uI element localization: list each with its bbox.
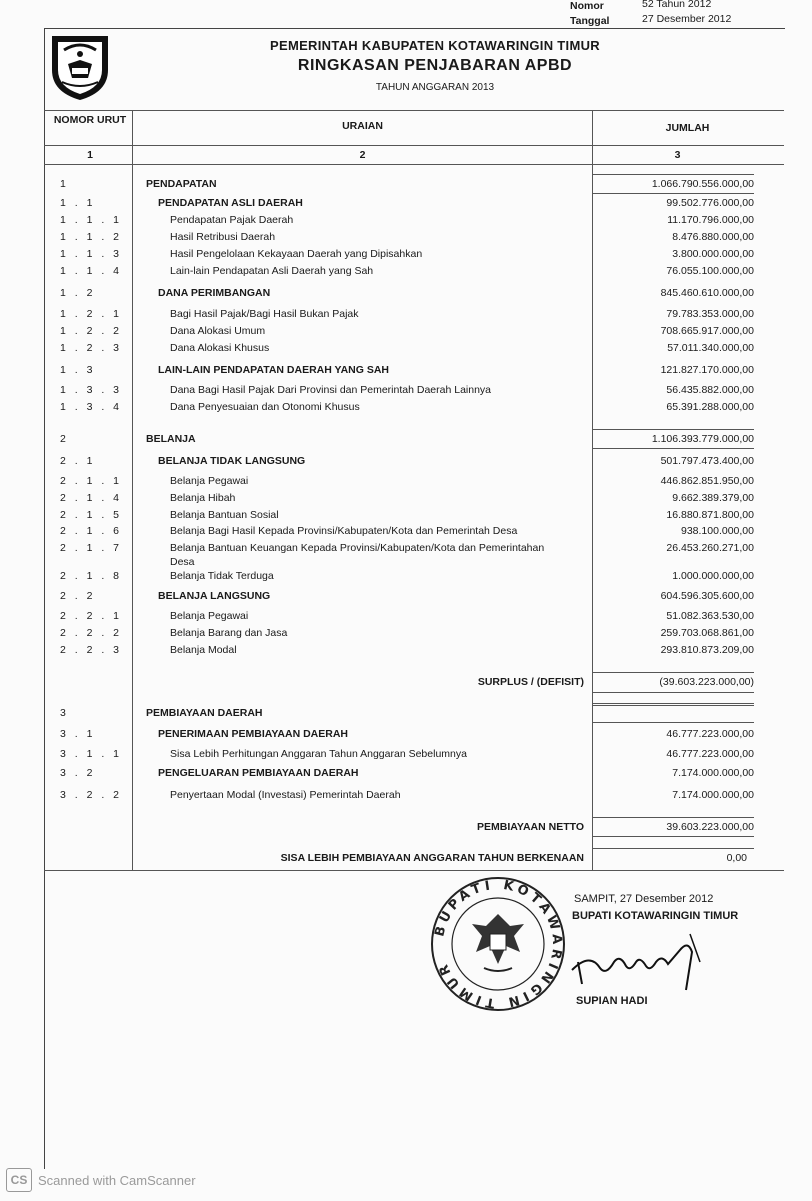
section-total-rule — [592, 448, 754, 449]
row-description: PENGELUARAN PEMBIAYAAN DAERAH — [158, 767, 359, 779]
row-amount: 26.453.260.271,00 — [666, 542, 754, 554]
budget-row — [0, 364, 812, 381]
budget-row — [0, 492, 812, 509]
camscanner-watermark: Scanned with CamScanner — [38, 1173, 196, 1188]
row-description: Hasil Retribusi Daerah — [170, 231, 276, 243]
budget-row — [0, 542, 812, 568]
row-amount: 79.783.353.000,00 — [666, 308, 754, 320]
row-description-continued: Desa — [170, 556, 195, 568]
budget-row — [0, 433, 812, 450]
header-divider — [44, 145, 784, 146]
col-header-uraian: URAIAN — [342, 120, 383, 132]
row-description: BELANJA LANGSUNG — [158, 590, 271, 602]
row-number: 2 . 1 . 4 — [60, 492, 123, 504]
row-description: Pendapatan Pajak Daerah — [170, 214, 294, 226]
row-number: 2 — [60, 433, 69, 445]
budget-row — [0, 509, 812, 526]
row-number: 1 . 1 . 2 — [60, 231, 123, 243]
row-amount: 7.174.000.000,00 — [672, 789, 754, 801]
row-amount: 501.797.473.400,00 — [660, 455, 754, 467]
budget-row — [0, 475, 812, 492]
row-amount: 46.777.223.000,00 — [666, 748, 754, 760]
svg-text:BUPATI KOTAWARINGIN TIMUR: BUPATI KOTAWARINGIN TIMUR — [432, 877, 565, 1011]
col-number-2: 2 — [359, 149, 366, 161]
row-description: Dana Bagi Hasil Pajak Dari Provinsi dan Pemerintah Daerah Lainnya — [170, 384, 492, 396]
row-description: PENERIMAAN PEMBIAYAAN DAERAH — [158, 728, 348, 740]
row-number: 3 . 1 . 1 — [60, 748, 123, 760]
row-amount: 446.862.851.950,00 — [660, 475, 754, 487]
row-description: Belanja Bantuan Sosial — [170, 509, 279, 521]
col-header-jumlah: JUMLAH — [665, 122, 710, 134]
row-number: 1 . 3 . 4 — [60, 401, 123, 413]
row-number: 2 . 1 . 7 — [60, 542, 123, 554]
row-number: 3 . 1 — [60, 728, 96, 740]
row-number: 1 . 2 . 1 — [60, 308, 123, 320]
section-total-rule — [592, 722, 754, 723]
fiscal-year: TAHUN ANGGARAN 2013 — [375, 82, 495, 93]
budget-row — [0, 325, 812, 342]
row-number: 2 . 2 . 1 — [60, 610, 123, 622]
handwritten-signature — [570, 932, 720, 992]
row-number: 1 — [60, 178, 69, 190]
row-amount: 99.502.776.000,00 — [666, 197, 754, 209]
surplus-label: SURPLUS / (DEFISIT) — [477, 676, 584, 688]
surplus-box-bottom — [592, 692, 754, 693]
pembiayaan-rule — [592, 705, 754, 706]
section-total-rule — [592, 174, 754, 175]
row-description: Dana Penyesuaian dan Otonomi Khusus — [170, 401, 360, 413]
row-number: 1 . 3 . 3 — [60, 384, 123, 396]
budget-row — [0, 308, 812, 325]
row-number: 2 . 1 . 6 — [60, 525, 123, 537]
row-description: Belanja Modal — [170, 644, 237, 656]
row-description: Belanja Bantuan Keuangan Kepada Provinsi/Kabupaten/Kota dan Pemerintahan — [170, 542, 545, 554]
budget-row — [0, 287, 812, 304]
row-number: 2 . 2 . 2 — [60, 627, 123, 639]
row-number: 1 . 2 . 3 — [60, 342, 123, 354]
row-amount: 46.777.223.000,00 — [666, 728, 754, 740]
row-amount: 938.100.000,00 — [681, 525, 754, 537]
camscanner-logo-icon: CS — [6, 1168, 32, 1192]
row-description: PEMBIAYAAN DAERAH — [146, 707, 263, 719]
signature-place-date: SAMPIT, 27 Desember 2012 — [574, 893, 714, 905]
surplus-amount: (39.603.223.000,00) — [659, 676, 754, 688]
netto-amount: 39.603.223.000,00 — [666, 821, 754, 833]
row-amount: 8.476.880.000,00 — [672, 231, 754, 243]
row-number: 1 . 1 — [60, 197, 96, 209]
row-amount: 293.810.873.209,00 — [660, 644, 754, 656]
budget-row — [0, 789, 812, 806]
budget-row — [0, 590, 812, 607]
budget-row — [0, 707, 812, 724]
row-number: 1 . 1 . 1 — [60, 214, 123, 226]
row-number: 2 . 1 . 8 — [60, 570, 123, 582]
row-number: 1 . 1 . 3 — [60, 248, 123, 260]
surplus-box-top — [592, 672, 754, 673]
row-amount: 11.170.796.000,00 — [667, 214, 754, 226]
budget-row — [0, 178, 812, 195]
row-amount: 3.800.000.000,00 — [672, 248, 754, 260]
row-amount: 604.596.305.600,00 — [660, 590, 754, 602]
section-total-rule — [592, 429, 754, 430]
row-number: 3 . 2 — [60, 767, 96, 779]
row-description: Dana Alokasi Umum — [170, 325, 266, 337]
nomor-label: Nomor — [570, 0, 604, 12]
signature-title: BUPATI KOTAWARINGIN TIMUR — [572, 910, 739, 922]
row-description: Belanja Pegawai — [170, 610, 249, 622]
row-amount: 121.827.170.000,00 — [660, 364, 754, 376]
row-description: Penyertaan Modal (Investasi) Pemerintah Daerah — [170, 789, 401, 801]
row-amount: 16.880.871.800,00 — [666, 509, 754, 521]
col-number-1: 1 — [87, 149, 93, 161]
nomor-value: 52 Tahun 2012 — [642, 0, 712, 10]
budget-row — [0, 248, 812, 265]
budget-row — [0, 610, 812, 627]
budget-row — [0, 627, 812, 644]
table-bottom-border — [44, 870, 784, 871]
row-description: Sisa Lebih Perhitungan Anggaran Tahun Anggaran Sebelumnya — [170, 748, 467, 760]
row-description: Belanja Tidak Terduga — [170, 570, 274, 582]
row-description: Belanja Pegawai — [170, 475, 249, 487]
row-number: 1 . 3 — [60, 364, 96, 376]
row-amount: 76.055.100.000,00 — [666, 265, 754, 277]
budget-row — [0, 570, 812, 587]
tanggal-label: Tanggal — [570, 15, 610, 27]
col-number-3: 3 — [674, 149, 681, 161]
row-number: 2 . 1 . 5 — [60, 509, 123, 521]
row-amount: 845.460.610.000,00 — [660, 287, 754, 299]
budget-row — [0, 401, 812, 418]
garuda-stamp-icon — [428, 874, 568, 1014]
budget-row — [0, 728, 812, 745]
row-amount: 7.174.000.000,00 — [672, 767, 754, 779]
row-number: 1 . 2 . 2 — [60, 325, 123, 337]
row-number: 1 . 1 . 4 — [60, 265, 123, 277]
header-bottom-border — [44, 164, 784, 165]
section-total-rule — [592, 703, 754, 704]
row-number: 3 . 2 . 2 — [60, 789, 123, 801]
budget-row — [0, 525, 812, 542]
row-description: PENDAPATAN ASLI DAERAH — [158, 197, 303, 209]
row-amount: 259.703.068.861,00 — [660, 627, 754, 639]
row-description: PENDAPATAN — [146, 178, 217, 190]
row-description: DANA PERIMBANGAN — [158, 287, 271, 299]
row-description: Belanja Barang dan Jasa — [170, 627, 288, 639]
row-description: Dana Alokasi Khusus — [170, 342, 270, 354]
row-amount: 708.665.917.000,00 — [660, 325, 754, 337]
netto-box-bottom — [592, 836, 754, 837]
row-description: BELANJA TIDAK LANGSUNG — [158, 455, 306, 467]
row-number: 2 . 2 — [60, 590, 96, 602]
row-description: LAIN-LAIN PENDAPATAN DAERAH YANG SAH — [158, 364, 390, 376]
silpa-box-top — [592, 848, 754, 849]
row-description: Hasil Pengelolaan Kekayaan Daerah yang Dipisahkan — [170, 248, 423, 260]
netto-box-top — [592, 817, 754, 818]
row-amount: 57.011.340.000,00 — [667, 342, 754, 354]
row-description: Lain-lain Pendapatan Asli Daerah yang Sah — [170, 265, 374, 277]
row-number: 2 . 1 . 1 — [60, 475, 123, 487]
signatory-name: SUPIAN HADI — [576, 995, 648, 1007]
row-amount: 51.082.363.530,00 — [666, 610, 754, 622]
row-description: BELANJA — [146, 433, 196, 445]
row-number: 2 . 2 . 3 — [60, 644, 123, 656]
silpa-amount: 0,00 — [726, 852, 747, 864]
row-amount: 1.066.790.556.000,00 — [651, 178, 754, 190]
kotawaringin-timur-emblem-icon — [48, 30, 112, 102]
budget-row — [0, 455, 812, 472]
budget-row — [0, 231, 812, 248]
row-number: 1 . 2 — [60, 287, 96, 299]
budget-row — [0, 767, 812, 784]
row-description: Belanja Hibah — [170, 492, 236, 504]
budget-row — [0, 342, 812, 359]
budget-row — [0, 214, 812, 231]
budget-row — [0, 384, 812, 401]
tanggal-value: 27 Desember 2012 — [642, 13, 732, 25]
row-description: Bagi Hasil Pajak/Bagi Hasil Bukan Pajak — [170, 308, 359, 320]
document-title: RINGKASAN PENJABARAN APBD — [297, 57, 573, 74]
government-title: PEMERINTAH KABUPATEN KOTAWARINGIN TIMUR — [270, 38, 600, 53]
budget-row — [0, 265, 812, 282]
budget-row — [0, 197, 812, 214]
row-description: Belanja Bagi Hasil Kepada Provinsi/Kabupaten/Kota dan Pemerintah Desa — [170, 525, 518, 537]
row-amount: 1.000.000.000,00 — [672, 570, 754, 582]
row-number: 3 — [60, 707, 69, 719]
budget-row — [0, 748, 812, 765]
row-number: 2 . 1 — [60, 455, 96, 467]
row-amount: 65.391.288.000,00 — [666, 401, 754, 413]
row-amount: 56.435.882.000,00 — [666, 384, 754, 396]
row-amount: 9.662.389.379,00 — [672, 492, 754, 504]
col-header-nomor: NOMOR URUT — [53, 114, 127, 126]
netto-label: PEMBIAYAAN NETTO — [477, 821, 584, 833]
section-total-rule — [592, 193, 754, 194]
row-amount: 1.106.393.779.000,00 — [651, 433, 754, 445]
budget-row — [0, 644, 812, 661]
table-top-border — [44, 110, 784, 111]
silpa-label: SISA LEBIH PEMBIAYAAN ANGGARAN TAHUN BERKENAAN — [280, 852, 584, 864]
